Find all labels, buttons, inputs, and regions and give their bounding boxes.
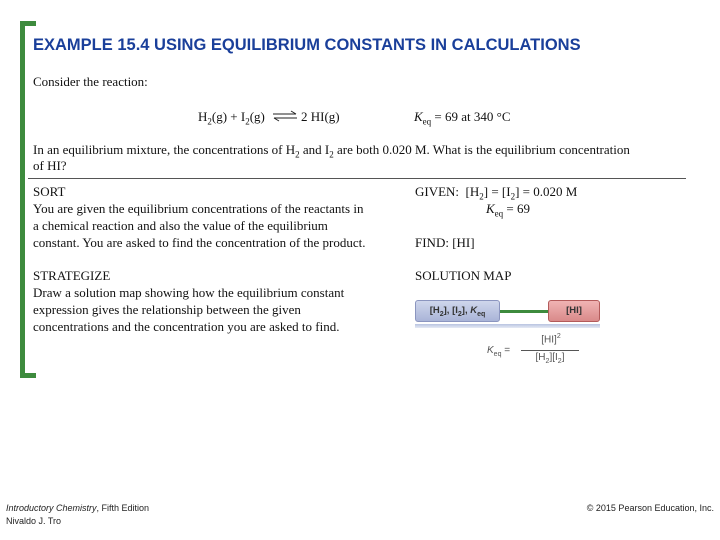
strategize-line-1: Draw a solution map showing how the equilibrium constant [33,285,345,300]
solution-map-arrow [500,310,548,313]
strategize-heading: STRATEGIZE [33,268,111,283]
strategize-line-3: concentrations and the concentration you are asked to find. [33,319,340,334]
solution-map-heading: SOLUTION MAP [415,268,512,283]
given-line: GIVEN: $[H_2] = [I_2] = 0.020$ M [415,184,578,202]
footer-copyright: © 2015 Pearson Education, Inc. [586,503,714,513]
sort-heading: SORT [33,184,66,199]
solution-map [405,288,605,376]
keq-expression: $K_{eq}$ = [HI]$^2$ $[H_2][I_2]$ [487,331,587,371]
footer-author: Nivaldo J. Tro [6,516,62,526]
find-label: FIND: [415,235,449,250]
footer-book-title: Introductory Chemistry [6,503,97,513]
footer-book [6,503,149,513]
strategize-line-2: expression gives the relationship between the given [33,302,301,317]
footer-edition: , Fifth Edition [96,503,150,513]
example-number: EXAMPLE 15.4 [33,36,150,54]
solution-map-relationship-bar [415,324,600,328]
find-value: [HI] [452,235,475,250]
given-keq: $K_{eq} = 69$ [486,201,531,219]
slide-title [33,36,581,55]
intro-text: Consider the reaction: [33,74,148,89]
keq-statement: $K_{eq} = 69$ at 340 °C [414,109,511,127]
question-line-1: In an equilibrium mixture, the concentrations of $H_2$ and $I_2$ are both 0.020 M. What is the equilibrium concentration [33,142,630,160]
section-divider [28,178,686,179]
example-title: USING EQUILIBRIUM CONSTANTS IN CALCULATIONS [149,36,581,54]
equilibrium-arrow-icon [272,110,298,122]
solution-map-find-box: [HI] [548,300,600,322]
sort-line-2: a chemical reaction and also the value of the equilibrium [33,218,328,233]
reaction-products: 2 HI(g) [301,109,340,124]
given-label: GIVEN: [415,184,460,199]
question-line-2: of HI? [33,158,67,173]
solution-map-given-box: $[H_2]$, $[I_2]$, $K_{eq}$ [415,300,500,322]
sort-line-1: You are given the equilibrium concentrations of the reactants in [33,201,364,216]
find-line [415,235,475,251]
reaction-reactants: $H_2(g) + I_2(g)$ [198,109,265,127]
sort-line-3: constant. You are asked to find the concentration of the product. [33,235,366,250]
